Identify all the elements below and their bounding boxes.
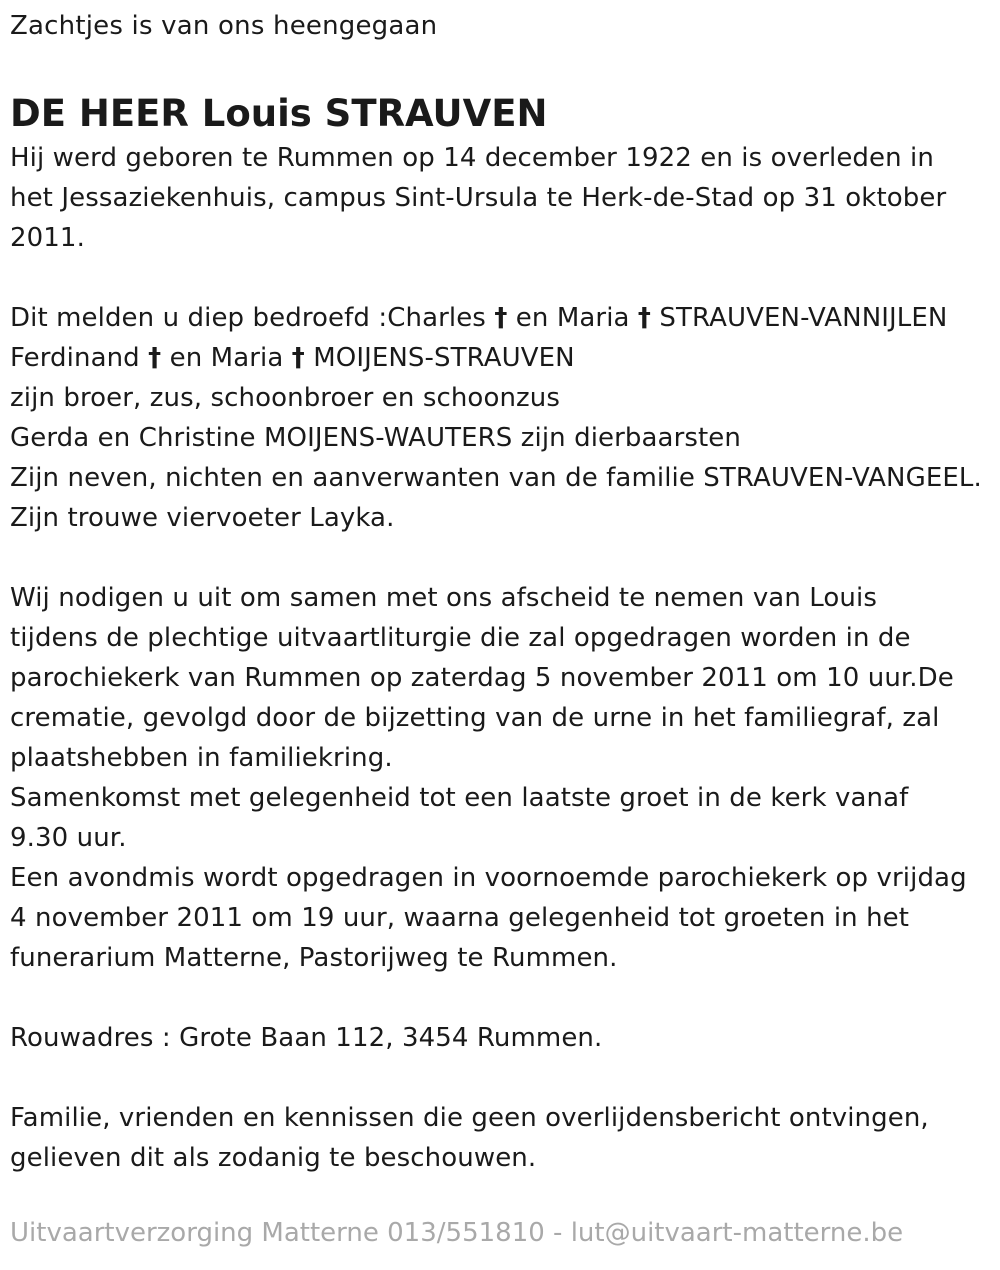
funeral-director-footer: Uitvaartverzorging Matterne 013/551810 - lut@uitvaart-matterne.be [10, 1218, 904, 1248]
spacer [10, 978, 995, 1018]
cross-icon: † [148, 343, 162, 373]
cross-icon: † [637, 303, 652, 333]
spacer [10, 538, 995, 578]
family-text: Dit melden u diep bedroefd :Charles [10, 303, 495, 333]
ceremony-line-5: plaatshebben in familiekring. [10, 743, 393, 773]
family-line-3: zijn broer, zus, schoonbroer en schoonzus [10, 383, 560, 413]
ceremony-line-4: crematie, gevolgd door de bijzetting van de urne in het familiegraf, zal [10, 703, 940, 733]
spacer [10, 258, 995, 298]
cross-icon: † [494, 303, 508, 333]
spacer [10, 44, 995, 90]
ceremony-line-1: Wij nodigen u uit om samen met ons afscheid te nemen van Louis [10, 583, 877, 613]
ceremony-line-7: 9.30 uur. [10, 823, 127, 853]
ceremony-line-6: Samenkomst met gelegenheid tot een laatste groet in de kerk vanaf [10, 783, 909, 813]
deceased-name-title: DE HEER Louis STRAUVEN [10, 92, 548, 135]
birth-line-1: Hij werd geboren te Rummen op 14 december 1922 en is overleden in [10, 143, 934, 173]
family-line-1 [10, 298, 995, 338]
birth-line-3: 2011. [10, 223, 85, 253]
family-text: en Maria [507, 303, 638, 333]
obituary-notice [10, 8, 995, 1178]
ceremony-line-8: Een avondmis wordt opgedragen in voornoemde parochiekerk op vrijdag [10, 863, 967, 893]
spacer [10, 1058, 995, 1098]
family-text: STRAUVEN-VANNIJLEN [651, 303, 948, 333]
ceremony-line-3: parochiekerk van Rummen op zaterdag 5 november 2011 om 10 uur.De [10, 663, 954, 693]
mourning-address: Rouwadres : Grote Baan 112, 3454 Rummen. [10, 1023, 603, 1053]
family-line-5: Zijn neven, nichten en aanverwanten van de familie STRAUVEN-VANGEEL. [10, 463, 982, 493]
ceremony-line-10: funerarium Matterne, Pastorijweg te Rummen. [10, 943, 618, 973]
family-text: en Maria [161, 343, 292, 373]
family-text: Ferdinand [10, 343, 149, 373]
ceremony-line-2: tijdens de plechtige uitvaartliturgie die zal opgedragen worden in de [10, 623, 911, 653]
notice-line-1: Familie, vrienden en kennissen die geen overlijdensbericht ontvingen, [10, 1103, 929, 1133]
intro-text: Zachtjes is van ons heengegaan [10, 11, 438, 41]
family-text: MOIJENS-STRAUVEN [304, 343, 575, 373]
birth-line-2: het Jessaziekenhuis, campus Sint-Ursula te Herk-de-Stad op 31 oktober [10, 183, 947, 213]
family-line-2 [10, 338, 995, 378]
cross-icon: † [291, 343, 305, 373]
family-line-4: Gerda en Christine MOIJENS-WAUTERS zijn dierbaarsten [10, 423, 741, 453]
family-line-6: Zijn trouwe viervoeter Layka. [10, 503, 395, 533]
ceremony-line-9: 4 november 2011 om 19 uur, waarna gelegenheid tot groeten in het [10, 903, 910, 933]
notice-line-2: gelieven dit als zodanig te beschouwen. [10, 1143, 537, 1173]
